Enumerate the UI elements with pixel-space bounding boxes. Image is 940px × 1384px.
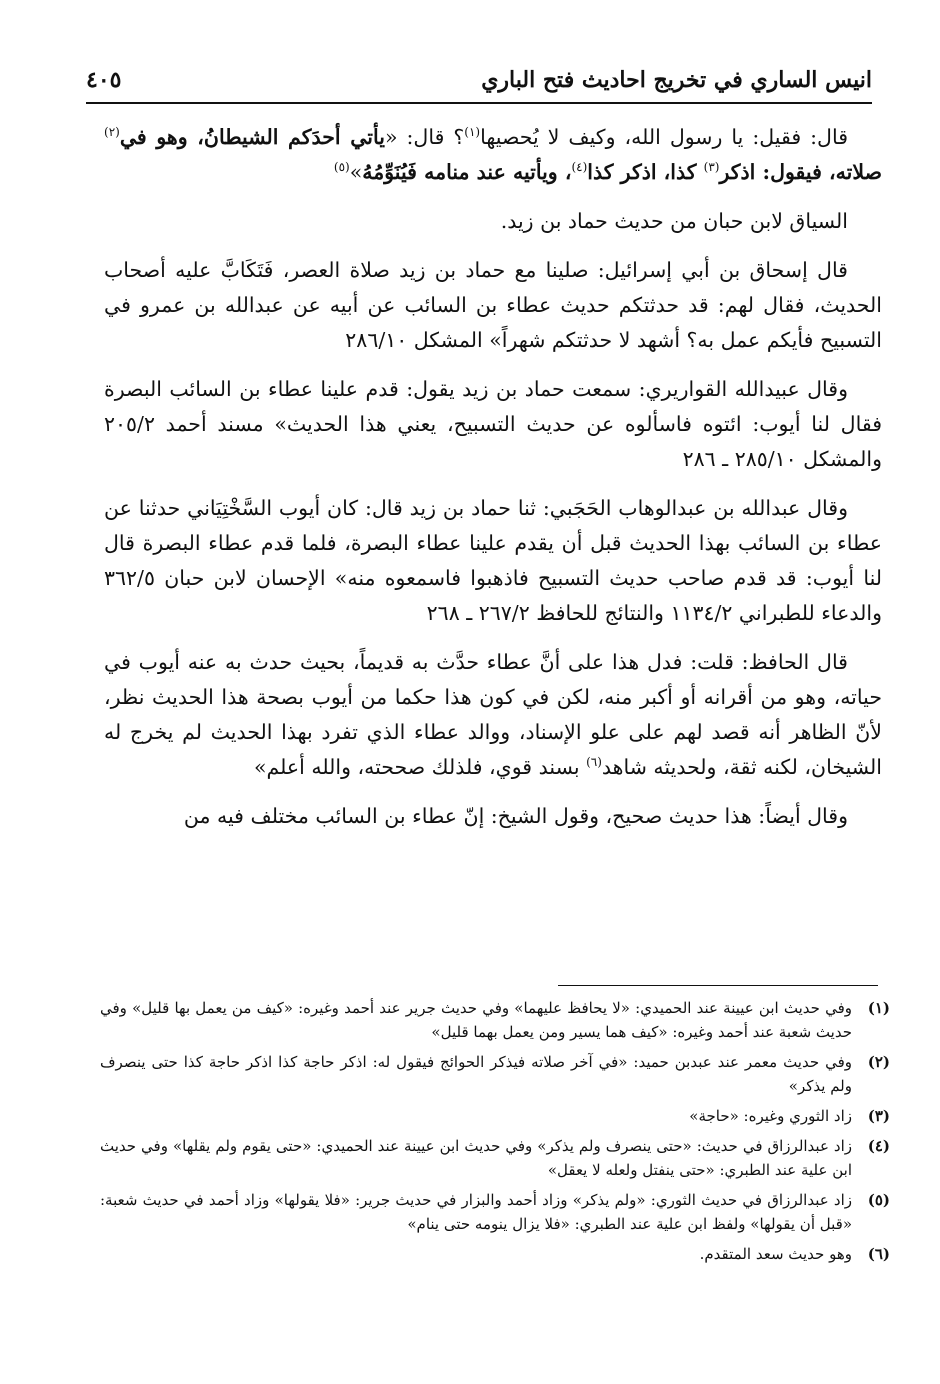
footnote-ref-6: (٦): [586, 755, 602, 770]
paragraph-7: وقال أيضاً: هذا حديث صحيح، وقول الشيخ: إنّ عطاء بن السائب مختلف فيه من: [183, 804, 848, 828]
footnote: [100, 1134, 890, 1182]
paragraph-3: قال إسحاق بن أبي إسرائيل: صلينا مع حماد بن زيد صلاة العصر، فَتَكَابَّ عليه أصحاب الحديث، فقال لهم: قد حدثتكم حديث عطاء بن السائب عن أبيه عن عبدالله بن عمرو في التسبيح فأيكم عمل به؟ أشهد لا حدثتكم شهراً» المشكل ٢٨٦/١٠: [104, 258, 882, 352]
running-title: انيس الساري في تخريج احاديث فتح الباري: [481, 67, 872, 93]
page-number: ٤٠٥: [86, 67, 122, 93]
p6-text-a: قال الحافظ: قلت: فدل هذا على أنَّ عطاء حدَّث به قديماً، بحيث حدث به عنه أيوب في حياته، وهو من أقرانه أو أكبر منه، لكن في كون هذا حكما من أيوب بصحة هذا الحديث نظر، لأنّ الظاهر أنه قصد لهم على علو الإسناد، ووالد عطاء الذي تفرد بهذا الحديث لم يخرج له الشيخان، لكنه ثقة، ولحديثه شاهد: [104, 650, 882, 779]
footnote-number: (١): [867, 999, 890, 1017]
footnote-ref-5: (٥): [333, 160, 350, 175]
footnote-text: زاد عبدالرزاق في حديث: «حتى ينصرف ولم يذكر» وفي حديث ابن عيينة عند الحميدي: «حتى يقوم ولم يقلها» وفي حديث ابن علية عند الطبري: «حتى ينفتل ولعله لا يعقل»: [100, 1137, 852, 1179]
hadith-quote-3: كذا، اذكر كذا: [587, 160, 704, 184]
p6-text-b: بسند قوي، فلذلك صححته، والله أعلم»: [253, 755, 587, 779]
footnote: [100, 1242, 890, 1266]
footnote: [100, 1050, 890, 1098]
page-header: [86, 58, 872, 104]
quote-close: »: [349, 160, 363, 184]
hadith-quote-4: ، ويأتيه عند منامه فَيُنَوِّمُهُ: [362, 160, 572, 184]
footnote-ref-2: (٢): [104, 125, 120, 140]
footnote-number: (٥): [867, 1191, 890, 1209]
footnote-number: (٤): [867, 1137, 890, 1155]
hadith-quote-2: صلاته، فيقول: اذكر: [719, 160, 882, 184]
footnote-ref-1: (١): [464, 125, 481, 140]
footnote-separator: [558, 985, 878, 986]
p1-text-b: ؟ قال: «: [384, 125, 465, 149]
paragraph-4: وقال عبيدالله القواريري: سمعت حماد بن زيد يقول: قدم علينا عطاء بن السائب البصرة فقال لنا أيوب: ائتوه فاسألوه عن حديث التسبيح، يعني هذا الحديث» مسند أحمد ٢٠٥/٢ والمشكل ٢٨٥/١٠ ـ ٢٨٦: [104, 377, 882, 471]
main-text: [104, 120, 882, 848]
paragraph-6: [104, 645, 882, 785]
footnote-text: وفي حديث معمر عند عبدبن حميد: «في آخر صلاته فيذكر الحوائج فيقول له: اذكر حاجة كذا اذكر حاجة كذا حتى ينصرف ولم يذكر»: [100, 1053, 852, 1095]
paragraph-5: وقال عبدالله بن عبدالوهاب الحَجَبي: ثنا حماد بن زيد قال: كان أيوب السَّخْتِيَاني حدثنا عن عطاء بن السائب بهذا الحديث قبل أن يقدم علينا عطاء البصرة، فلما قدم عطاء البصرة قال لنا أيوب: قد قدم صاحب حديث التسبيح فاذهبوا فاسمعوه منه» الإحسان لابن حبان ٣٦٢/٥ والدعاء للطبراني ١١٣٤/٢ والنتائج للحافظ ٢٦٧/٢ ـ ٢٦٨: [104, 496, 882, 625]
footnote-number: (٦): [867, 1245, 890, 1263]
footnote: [100, 996, 890, 1044]
footnote-number: (٢): [867, 1053, 890, 1071]
footnote: [100, 1188, 890, 1236]
footnote-text: زاد عبدالرزاق في حديث الثوري: «ولم يذكر» وزاد أحمد والبزار في حديث جرير: «فلا يقولها» وزاد أحمد في حديث شعبة: «قبل أن يقولها» ولفظ ابن علية عند الطبري: «فلا يزال ينومه حتى ينام»: [100, 1191, 852, 1233]
footnote-ref-3: (٣): [703, 160, 720, 175]
footnotes: [100, 996, 890, 1272]
footnote: [100, 1104, 890, 1128]
footnote-ref-4: (٤): [571, 160, 588, 175]
hadith-quote: يأتي أحدَكم الشيطانُ، وهو في: [119, 125, 385, 149]
p1-text-a: قال: فقيل: يا رسول الله، وكيف لا يُحصيها: [480, 125, 848, 149]
footnote-text: وهو حديث سعد المتقدم.: [699, 1245, 852, 1263]
paragraph-2: السياق لابن حبان من حديث حماد بن زيد.: [500, 209, 848, 233]
footnote-number: (٣): [867, 1107, 890, 1125]
paragraph-1: [104, 120, 882, 190]
footnote-text: زاد الثوري وغيره: «حاجة»: [689, 1107, 852, 1125]
footnote-text: وفي حديث ابن عيينة عند الحميدي: «لا يحافظ عليهما» وفي حديث جرير عند أحمد وغيره: «كيف من يعمل بها قليل» وفي حديث شعبة عند أحمد وغيره: «كيف هما يسير ومن يعمل بهما قليل»: [100, 999, 852, 1041]
